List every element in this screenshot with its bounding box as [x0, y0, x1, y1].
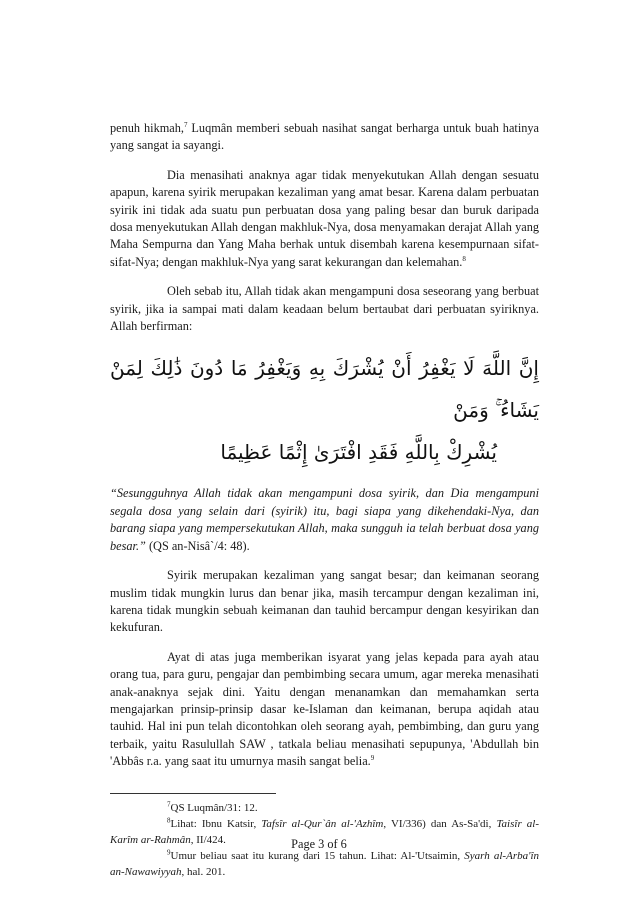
paragraph-2-text: Dia menasihati anaknya agar tidak menyekutukan Allah dengan sesuatu apapun, karena syirik merupakan kezaliman yang amat besar. Karena dalam perbuatan syirik ini tidak ada suatu pun perbuatan dosa yang paling besar dan buruk daripada dosa menyekutukan Allah dengan makhluk-Nya, dosa menyamakan derajat Allah yang Maha Sempurna dan Yang Maha berhak untuk disembah karena kesempurnaan sifat-sifat-Nya; dengan makhluk-Nya yang sarat kekurangan dan kelemahan. [110, 167, 539, 269]
paragraph-1-text-a: penuh hikmah, [110, 121, 184, 135]
footnote-9-number: 9 [167, 847, 171, 856]
paragraph-2 [110, 167, 539, 271]
document-page [110, 120, 539, 880]
page-number-footer: Page 3 of 6 [291, 837, 347, 851]
paragraph-1 [110, 120, 539, 155]
verse-reference: (QS an-Nisâ`/4: 48). [145, 538, 250, 553]
footnote-ref-9: 9 [370, 754, 375, 763]
footnote-8-title-b: Taisîr al-Karîm ar-Rahmân [110, 817, 539, 846]
arabic-verse-line-1: إِنَّ اللَّهَ لَا يَغْفِرُ أَنْ يُشْرَكَ بِهِ وَيَغْفِرُ مَا دُونَ ذَٰلِكَ لِمَنْ يَشَاءُ ۚ وَمَنْ [110, 356, 539, 423]
paragraph-5-text: Ayat di atas juga memberikan isyarat yang jelas kepada para ayah atau orang tua, para guru, pengajar dan pembimbing secara umum, agar mereka menasihati anak-anaknya sejak dini. Yaitu dengan menanamkan dan memahamkan serta mengajarkan prinsip-prinsip dasar ke-Islaman dan keimanan, berupa aqidah atau tauhid. Hal ini pun telah dicontohkan oleh seorang ayah, pembimbing, dan guru yang terbaik, yaitu Rasulullah SAW , tatkala beliau menasihati sepupunya, 'Abdullah bin 'Abbâs r.a. yang saat itu umurnya masih sangat belia. [110, 649, 539, 769]
arabic-verse-line-2: يُشْرِكْ بِاللَّهِ فَقَدِ افْتَرَىٰ إِثْمًا عَظِيمًا [220, 440, 497, 465]
footnote-ref-7: 7 [183, 120, 188, 129]
footnote-7-text: QS Luqmân/31: 12. [170, 801, 258, 814]
paragraph-1-text-b: Luqmân memberi sebuah nasihat sangat berharga untuk buah hatinya yang sangat ia sayangi. [110, 121, 539, 153]
footnote-8-text-c: , II/424. [190, 833, 226, 846]
verse-translation-text: “Sesungguhnya Allah tidak akan mengampuni dosa syirik, dan Dia mengampuni segala dosa yang selain dari (syirik) itu, bagi siapa yang dikehendaki-Nya, dan barang siapa yang mempersekutukan Allah, maka sungguh ia telah berbuat dosa yang besar.” [110, 486, 539, 553]
footnote-divider [110, 793, 276, 794]
footnote-9-text-a: Umur beliau saat itu kurang dari 15 tahun. Lihat: Al-'Utsaimin, [170, 849, 465, 862]
paragraph-3: Oleh sebab itu, Allah tidak akan mengampuni dosa seseorang yang berbuat syirik, jika ia sampai mati dalam keadaan belum bertaubat dari perbuatan syiriknya. Allah berfirman: [110, 284, 539, 334]
verse-translation [110, 485, 539, 555]
paragraph-5 [110, 649, 539, 771]
footnote-ref-8: 8 [462, 254, 466, 263]
footnote-8-text-b: , VI/336) dan As-Sa'di, [383, 817, 497, 830]
footnote-8-number: 8 [167, 815, 171, 824]
paragraph-4: Syirik merupakan kezaliman yang sangat besar; dan keimanan seorang muslim tidak mungkin lurus dan benar jika, masih tercampur dengan kezaliman ini, karena tidak mungkin sebuah keimanan dan tauhid bercampur dengan kesyirikan dan kekufuran. [110, 568, 539, 635]
arabic-verse [110, 347, 539, 473]
footnote-7-number: 7 [167, 799, 171, 808]
footnote-7 [110, 800, 539, 816]
footnote-9 [110, 848, 539, 880]
footnote-8-title-a: Tafsîr al-Qur`ân al-'Azhîm [261, 817, 384, 830]
footnote-8-text-a: Lihat: Ibnu Katsir, [170, 817, 262, 830]
footnote-9-text-b: , hal. 201. [181, 865, 226, 878]
footnote-9-title: Syarh al-Arba'în an-Nawawiyyah [110, 849, 540, 878]
